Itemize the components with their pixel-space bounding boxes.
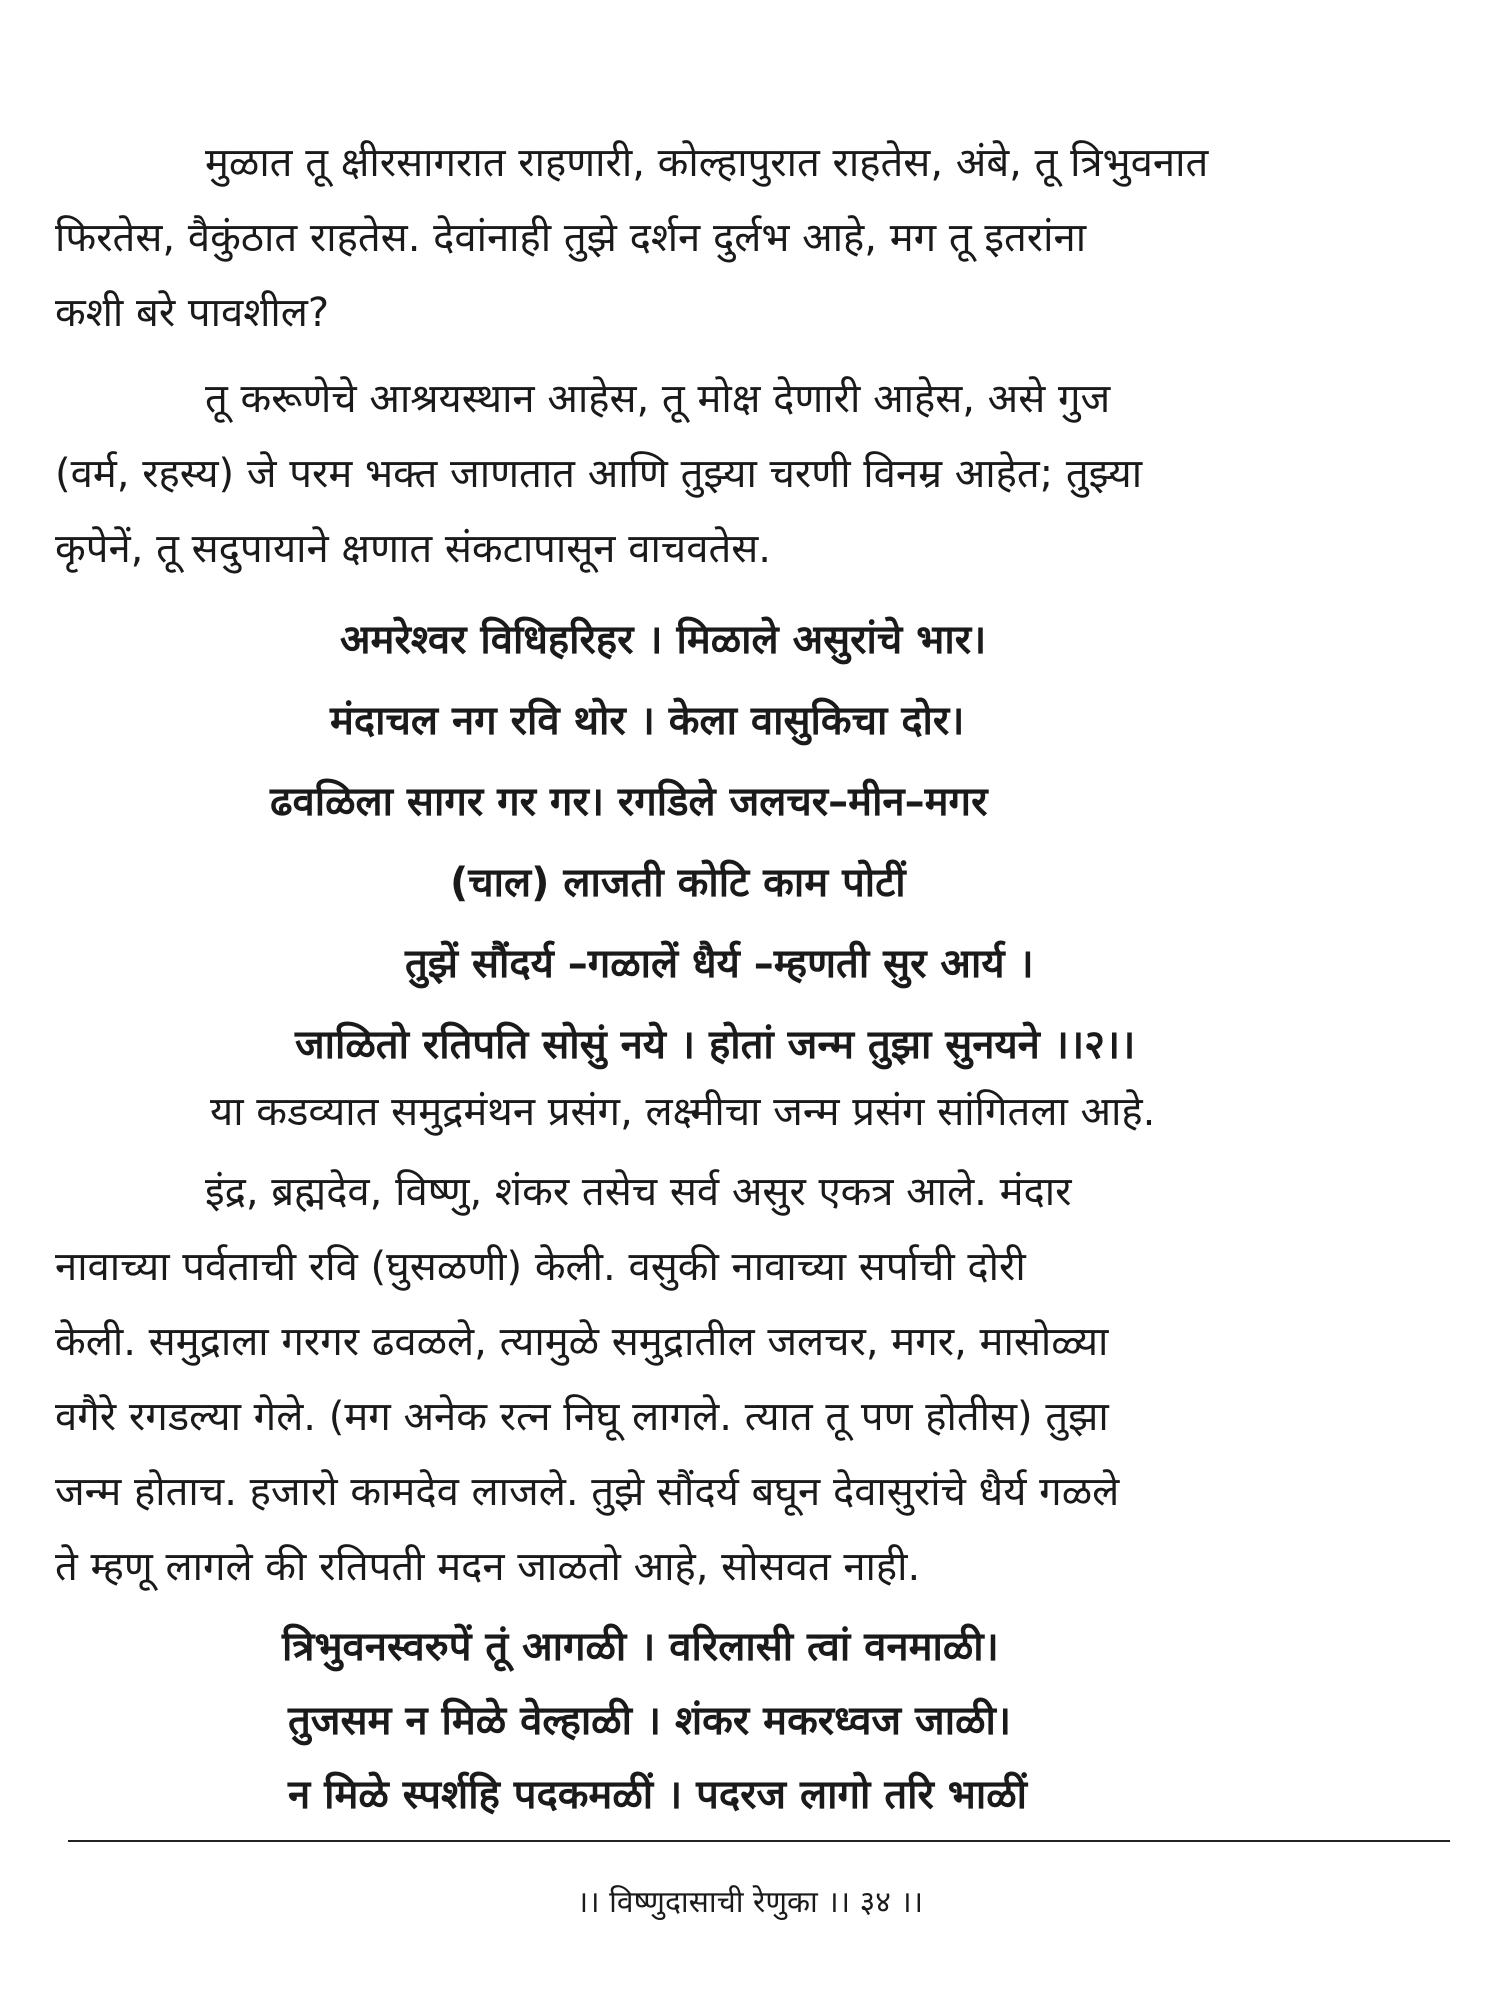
- paragraph-1: [55, 126, 1450, 351]
- paragraph-line: कृपेनें, तू सदुपायाने क्षणात संकटापासून वाचवतेस.: [55, 526, 772, 572]
- verse-block-2: [0, 1610, 1500, 1832]
- paragraph-line: मुळात तू क्षीरसागरात राहणारी, कोल्हापुरात राहतेस, अंबे, तू त्रिभुवनात: [205, 140, 1209, 186]
- verse-line: त्रिभुवनस्वरुपें तूं आगळी । वरिलासी त्वां वनमाळी।: [282, 1624, 999, 1670]
- verse-line: जाळितो रतिपति सोसुं नये । होतां जन्म तुझा सुनयने ।।२।।: [295, 1022, 1136, 1068]
- paragraph-line: (वर्म, रहस्य) जे परम भक्त जाणतात आणि तुझ्या चरणी विनम्र आहेत; तुझ्या: [55, 451, 1143, 497]
- paragraph-2: [55, 362, 1450, 587]
- paragraph-line: जन्म होताच. हजारो कामदेव लाजले. तुझे सौंदर्य बघून देवासुरांचे धैर्य गळले: [55, 1469, 1120, 1515]
- paragraph-line: या कडव्यात समुद्रमंथन प्रसंग, लक्ष्मीचा जन्म प्रसंग सांगितला आहे.: [210, 1089, 1156, 1135]
- paragraph-3: [55, 1075, 1450, 1150]
- paragraph-line: नावाच्या पर्वताची रवि (घुसळणी) केली. वसुकी नावाच्या सर्पाची दोरी: [55, 1244, 1026, 1290]
- paragraph-line: इंद्र, ब्रह्मदेव, विष्णु, शंकर तसेच सर्व असुर एकत्र आले. मंदार: [205, 1169, 1072, 1215]
- footer-divider: [68, 1840, 1450, 1842]
- verse-line: (चाल) लाजती कोटि काम पोटीं: [450, 860, 906, 906]
- verse-line: तुझें सौंदर्य –गळालें धैर्य –म्हणती सुर आर्य ।: [405, 941, 1034, 987]
- verse-line: ढवळिला सागर गर गर। रगडिले जलचर–मीन–मगर: [270, 779, 988, 825]
- paragraph-line: कशी बरे पावशील?: [55, 290, 330, 336]
- verse-line: मंदाचल नग रवि थोर । केला वासुकिचा दोर।: [330, 698, 965, 744]
- paragraph-line: तू करूणेचे आश्रयस्थान आहेस, तू मोक्ष देणारी आहेस, असे गुज: [205, 376, 1111, 422]
- verse-line: न मिळे स्पर्शहि पदकमळीं । पदरज लागो तरि भाळीं: [288, 1772, 1028, 1818]
- verse-line: तुजसम न मिळे वेल्हाळी । शंकर मकरध्वज जाळी।: [288, 1698, 1011, 1744]
- paragraph-line: ते म्हणू लागले की रतिपती मदन जाळतो आहे, सोसवत नाही.: [55, 1544, 921, 1590]
- page-footer: ।। विष्णुदासाची रेणुका ।। ३४ ।।: [576, 1885, 924, 1920]
- paragraph-line: फिरतेस, वैकुंठात राहतेस. देवांनाही तुझे दर्शन दुर्लभ आहे, मग तू इतरांना: [55, 215, 1087, 261]
- verse-block-1: [0, 600, 1500, 1086]
- paragraph-line: वगैरे रगडल्या गेले. (मग अनेक रत्न निघू लागले. त्यात तू पण होतीस) तुझा: [55, 1394, 1109, 1440]
- paragraph-line: केली. समुद्राला गरगर ढवळले, त्यामुळे समुद्रातील जलचर, मगर, मासोळ्या: [55, 1319, 1109, 1365]
- paragraph-4: [55, 1155, 1450, 1605]
- verse-line: अमरेश्वर विधिहरिहर । मिळाले असुरांचे भार।: [340, 617, 987, 663]
